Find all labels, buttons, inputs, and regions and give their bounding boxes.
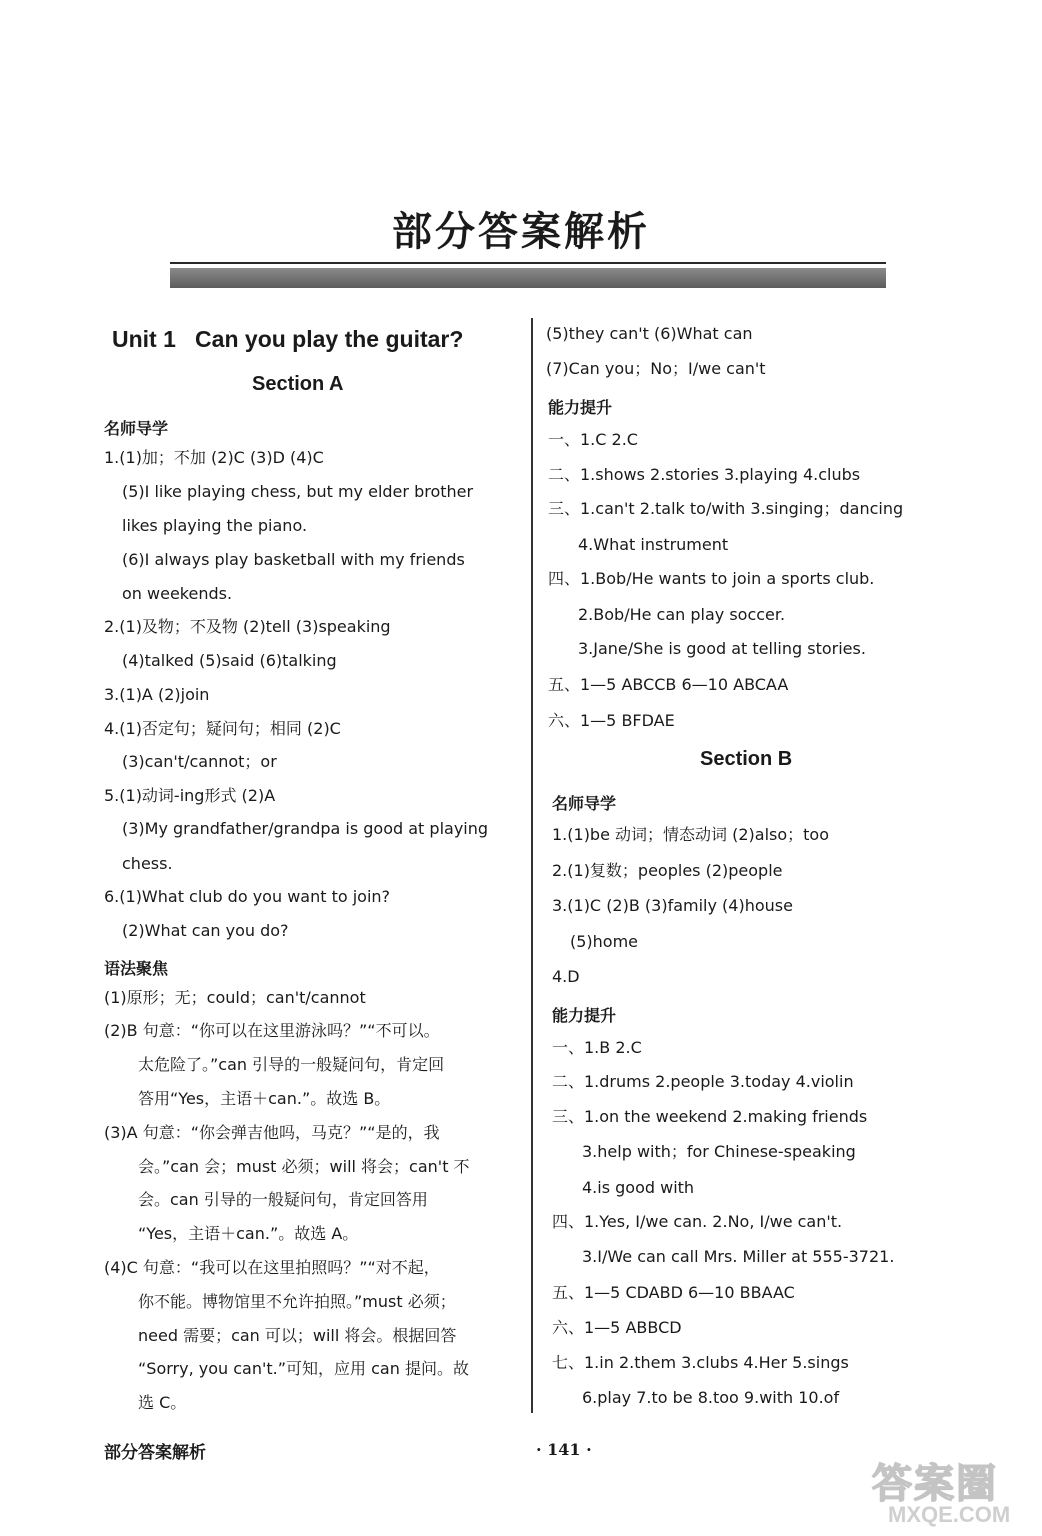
answer-line: 2.(1)复数；peoples (2)people [552,861,783,880]
answer-line: 会。can 引导的一般疑问句，肯定回答用 [138,1190,428,1209]
answer-line: 3.I/We can call Mrs. Miller at 555-3721. [582,1247,895,1266]
section-a-title: Section A [252,373,344,395]
answer-line: likes playing the piano. [122,516,308,535]
watermark-logo [868,1452,1036,1532]
answer-line: 三、1.can't 2.talk to/with 3.singing；dancing [548,499,904,518]
answer-line: (1)原形；无；could；can't/cannot [104,988,366,1007]
answer-line: (7)Can you；No；I/we can't [546,359,766,378]
page-number: · 141 · [536,1440,592,1459]
answer-line: (5)I like playing chess, but my elder brother [122,482,474,501]
page-title: 部分答案解析 [392,209,650,255]
answer-line: (3)can't/cannot；or [122,752,277,771]
title-band [170,268,886,288]
answer-line: chess. [122,854,173,873]
answer-line: 七、1.in 2.them 3.clubs 4.Her 5.sings [552,1353,849,1372]
answer-line: (5)they can't (6)What can [546,324,753,343]
answer-line: 5.(1)动词-ing形式 (2)A [104,786,276,805]
answer-line: 一、1.B 2.C [552,1038,642,1057]
answer-line: (6)I always play basketball with my friends [122,550,465,569]
answer-line: 六、1—5 BFDAE [548,711,675,730]
heading-ability-b: 能力提升 [552,1006,617,1025]
watermark-url: MXQE.COM [888,1502,1011,1527]
answer-line: 你不能。博物馆里不允许拍照。”must 必须； [138,1292,456,1311]
answer-line: 五、1—5 ABCCB 6—10 ABCAA [548,675,789,694]
title-rule [170,262,886,264]
answer-line: 四、1.Yes, I/we can. 2.No, I/we can't. [552,1212,843,1231]
answer-line: 四、1.Bob/He wants to join a sports club. [548,569,875,588]
answer-line: 3.(1)C (2)B (3)family (4)house [552,896,793,915]
column-divider [531,318,533,1413]
answer-line: 五、1—5 CDABD 6—10 BBAAC [552,1283,795,1302]
answer-line: 3.help with；for Chinese-speaking [582,1142,856,1161]
answer-line: 六、1—5 ABBCD [552,1318,682,1337]
answer-line: 6.(1)What club do you want to join? [104,887,391,906]
answer-line: 2.Bob/He can play soccer. [578,605,786,624]
watermark-logo-text: 答案圈 [872,1461,998,1507]
section-b-title: Section B [700,748,793,770]
answer-line: on weekends. [122,584,233,603]
answer-line: 1.(1)be 动词；情态动词 (2)also；too [552,825,829,844]
answer-line: “Sorry, you can't.”可知，应用 can 提问。故 [138,1359,469,1378]
answer-line: 4.D [552,967,580,986]
answer-line: 会。”can 会；must 必须；will 将会；can't 不 [138,1157,470,1176]
answer-line: 6.play 7.to be 8.too 9.with 10.of [582,1388,840,1407]
answer-line: 3.Jane/She is good at telling stories. [578,639,866,658]
heading-guide-b: 名师导学 [552,794,617,813]
answer-line: 1.(1)加；不加 (2)C (3)D (4)C [104,448,324,467]
answer-line: (3)My grandfather/grandpa is good at playing [122,819,489,838]
heading-guide-a: 名师导学 [104,419,169,438]
answer-line: need 需要；can 可以；will 将会。根据回答 [138,1326,457,1345]
answer-line: 三、1.on the weekend 2.making friends [552,1107,868,1126]
answer-line: 2.(1)及物；不及物 (2)tell (3)speaking [104,617,391,636]
answer-line: 二、1.drums 2.people 3.today 4.violin [552,1072,854,1091]
answer-line: (4)C 句意：“我可以在这里拍照吗？”“对不起， [104,1258,440,1277]
heading-ability-a: 能力提升 [548,398,613,417]
answer-line: (3)A 句意：“你会弹吉他吗，马克？”“是的，我 [104,1123,440,1142]
unit-title: Unit 1 Can you play the guitar? [112,326,464,352]
answer-line: 二、1.shows 2.stories 3.playing 4.clubs [548,465,861,484]
answer-line: 4.What instrument [578,535,729,554]
answer-line: 选 C。 [138,1393,187,1412]
heading-grammar: 语法聚焦 [104,959,169,978]
answer-line: “Yes，主语＋can.”。故选 A。 [138,1224,359,1243]
answer-line: 太危险了。”can 引导的一般疑问句，肯定回 [138,1055,445,1074]
answer-line: 一、1.C 2.C [548,430,638,449]
answer-line: 4.(1)否定句；疑问句；相同 (2)C [104,719,341,738]
answer-line: (2)What can you do? [122,921,289,940]
answer-line: 答用“Yes，主语＋can.”。故选 B。 [138,1089,391,1108]
answer-line: 4.is good with [582,1178,695,1197]
answer-line: (4)talked (5)said (6)talking [122,651,337,670]
footer-label: 部分答案解析 [104,1443,206,1463]
answer-line: (5)home [570,932,639,951]
answer-line: (2)B 句意：“你可以在这里游泳吗？”“不可以。 [104,1021,440,1040]
answer-line: 3.(1)A (2)join [104,685,210,704]
